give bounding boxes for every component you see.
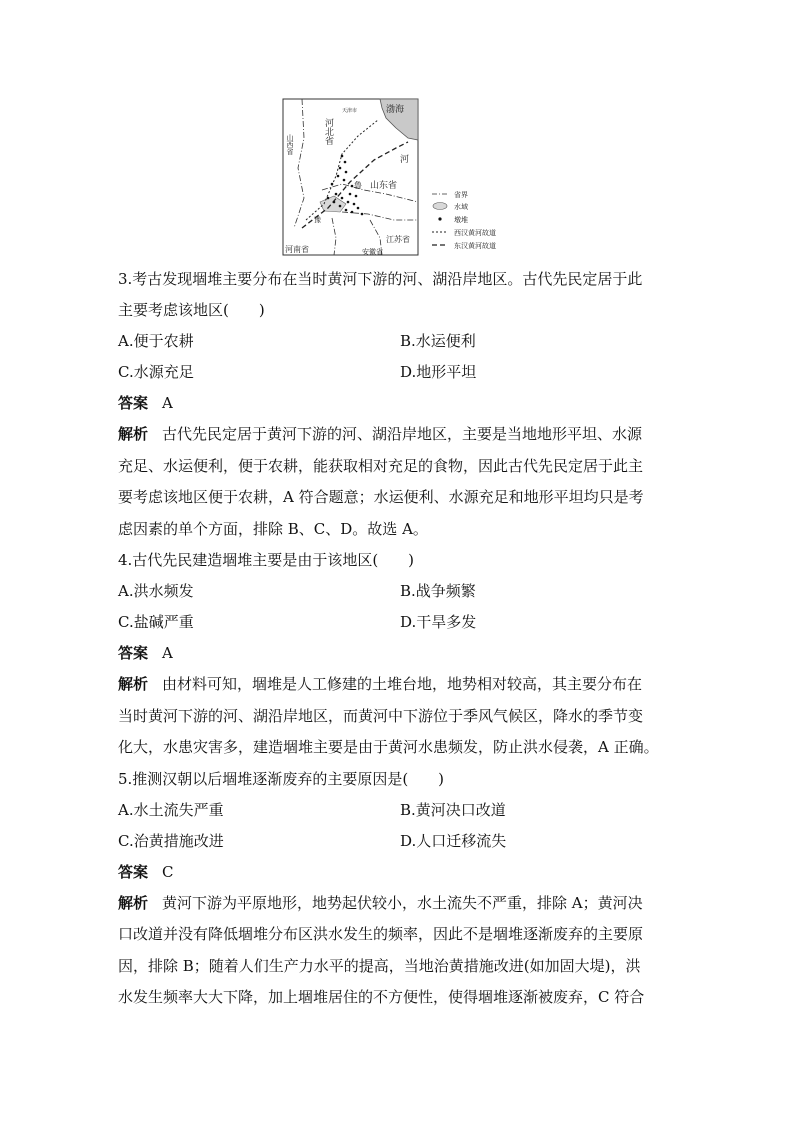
option-a: A.洪水频发	[118, 582, 194, 600]
explanation-line	[118, 669, 680, 701]
legend-symbol-water	[433, 203, 447, 210]
map-svg	[282, 98, 522, 256]
explanation-label: 解析	[118, 675, 149, 693]
explanation-line: 虑因素的单个方面，排除 B、C、D。故选 A。	[118, 519, 428, 538]
map-label-hebei: 河北省	[323, 118, 333, 145]
option-d: D.人口迁移流失	[400, 831, 507, 850]
explanation	[118, 419, 680, 545]
option-c: C.盐碱严重	[118, 613, 194, 631]
answer-label: 答案	[118, 644, 149, 662]
map-label-lu: 鲁	[354, 181, 362, 190]
explanation-line: 充足、水运便利，便于农耕，能获取相对充足的食物，因此古代先民定居于此主	[118, 456, 644, 475]
map-label-jiangsu: 江苏省	[386, 235, 410, 244]
explanation-text: 古代先民定居于黄河下游的河、湖沿岸地区，主要是当地地形平坦、水源	[162, 425, 643, 443]
legend-label-western-han: 西汉黄河故道	[454, 229, 496, 237]
question-stem: 3.考古发现堌堆主要分布在当时黄河下游的河、湖沿岸地区。古代先民定居于此	[118, 270, 643, 288]
question-3	[118, 264, 680, 545]
explanation-line: 化大，水患灾害多，建造堌堆主要是由于黄河水患频发，防止洪水侵袭，A 正确。	[118, 738, 659, 756]
option-c: C.治黄措施改进	[118, 831, 224, 850]
question-stem: 5.推测汉朝以后堌堆逐渐废弃的主要原因是( )	[118, 769, 445, 788]
options-row	[118, 357, 680, 388]
option-d: D.干旱多发	[400, 613, 477, 631]
option-b: B.水运便利	[400, 332, 476, 350]
map-label-shandong: 山东省	[370, 181, 398, 191]
explanation	[118, 669, 680, 764]
explanation-text: 黄河下游为平原地形，地势起伏较小，水土流失不严重，排除 A；黄河决	[162, 893, 643, 912]
explanation-label: 解析	[118, 425, 149, 443]
map-label-tianjin: 天津市	[342, 108, 358, 114]
explanation-line: 因，排除 B；随着人们生产力水平的提高，当地治黄措施改进(如加固大堤)，洪	[118, 956, 641, 975]
legend-label-mound: 墩堆	[454, 216, 468, 224]
answer-value: C	[162, 862, 174, 881]
map-label-bohai: 渤海	[386, 105, 405, 115]
legend-label-province-boundary: 省界	[454, 191, 468, 199]
question-5	[118, 764, 680, 1014]
explanation-line	[118, 419, 680, 451]
answer-value: A	[162, 644, 173, 662]
questions-content	[118, 264, 680, 1014]
yellow-river-map-figure	[282, 98, 522, 256]
question-4	[118, 545, 680, 764]
explanation	[118, 888, 680, 1014]
option-d: D.地形平坦	[400, 363, 477, 381]
legend-label-eastern-han: 东汉黄河故道	[454, 242, 496, 250]
answer-label: 答案	[118, 394, 149, 412]
explanation-line	[118, 888, 680, 920]
map-label-anhui: 安徽省	[362, 248, 383, 256]
answer-label: 答案	[118, 862, 149, 881]
answer-value: A	[162, 394, 173, 412]
legend-label-water: 水域	[454, 203, 468, 211]
options-row	[118, 795, 680, 826]
explanation-line: 口改道并没有降低堌堆分布区洪水发生的频率，因此不是堌堆逐渐废弃的主要原	[118, 925, 644, 943]
map-label-river: 河	[400, 155, 410, 165]
question-stem-continued: 主要考虑该地区( )	[118, 301, 265, 319]
map-label-yu: 豫	[314, 216, 321, 224]
explanation-text: 由材料可知，堌堆是人工修建的土堆台地，地势相对较高，其主要分布在	[162, 675, 643, 693]
option-b: B.战争频繁	[400, 582, 476, 600]
answer-line	[118, 857, 680, 888]
option-a: A.水土流失严重	[118, 800, 224, 819]
explanation-label: 解析	[118, 893, 149, 912]
explanation-line: 当时黄河下游的河、湖沿岸地区，而黄河中下游位于季风气候区，降水的季节变	[118, 706, 644, 725]
options-row	[118, 607, 680, 638]
map-label-henan: 河南省	[285, 245, 309, 254]
option-b: B.黄河决口改道	[400, 800, 506, 819]
answer-line	[118, 638, 680, 669]
explanation-line: 要考虑该地区便于农耕，A 符合题意；水运便利、水源充足和地形平坦均只是考	[118, 488, 644, 506]
option-c: C.水源充足	[118, 363, 194, 381]
map-legend	[432, 190, 496, 250]
explanation-line: 水发生频率大大下降，加上堌堆居住的不方便性，使得堌堆逐渐被废弃，C 符合	[118, 988, 645, 1006]
option-a: A.便于农耕	[118, 332, 194, 350]
options-row	[118, 576, 680, 607]
question-stem: 4.古代先民建造堌堆主要是由于该地区( )	[118, 551, 415, 569]
options-row	[118, 326, 680, 357]
answer-line	[118, 388, 680, 419]
map-label-shanxi: 山西省	[286, 134, 294, 155]
options-row	[118, 826, 680, 857]
legend-symbol-mound	[438, 217, 441, 220]
